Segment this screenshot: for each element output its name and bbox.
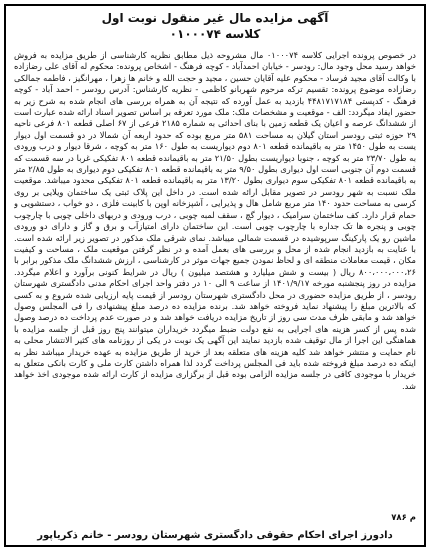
case-number: کلاسه ۰۱۰۰۰۷۴ <box>169 27 261 41</box>
reference-number: م ۷۸۶ <box>391 513 416 523</box>
auction-notice <box>4 4 426 547</box>
notice-title: آگهی مزایده مال غیر منقول نوبت اول <box>101 11 329 25</box>
notice-paragraph: در خصوص پرونده اجرایی کلاسه ۰۱۰۰۰۷۴ مال مشروحه ذیل مطابق نظریه کارشناسی از طریق مزایده به فروش خواهد رسید محل وجود مال: رودسر - خیابان احمدآباد - کوچه فرهنگ - اشخاص پرونده: محکوم له آقای علی رضازاده با وکالت آقای مجید فرساد - محکوم علیه آقایان حسین ، مجید و حجت الله و خانم ها زهرا ، مهرانگیز ، فاطمه جمالکی رضازاده موضوع پرونده: تقسیم ترکه مرحوم شهربانو کاظمی - نظریه کارشناس: آدرس رودسر - احمد آباد - کوچه فرهنگ - کدپستی ۴۴۸۱۷۱۷۱۸۴ بازدید به عمل آورده که نتیجه آن به همراه بررسی های انجام شده به شرح زیر به حضور ایفاد میگردد: الف - موقعیت و مشخصات ملک: ملک مورد تعرفه بر اساس تصویر اسناد ارائه شده عبارت است از ششدانگ عرصه و اعیان یک قطعه زمین با بنای احداثی به شماره ۲۱۸۵ فرعی از ۶۷ اصلی قطعه ۸۰۱ فرعی ناحیه ۲۹ حوزه ثبتی رودسر استان گیلان به مساحت ۵۸۱ متر مربع بوده که حدود اربعه آن شمالا در دو قسمت اول دیوار یست به طول ۱۴۵۰ متر به باقیمانده قطعه ۸۰۱ دوم دیواریست به طول ۱۶۰ متر به کوچه ، شرقا دیوار و درب ورودی به طول ۲۳/۷۰ متر به کوچه ، جنوبا دیواریست بطول ۲۱/۵۰ متر به باقیمانده قطعه ۸۰۱ تفکیکی غربا در سه قسمت که قسمت دوم آن جنوبی است اول دیواری بطول ۹/۵۰ متر به باقیمانده قطعه ۸۰۱ تفکیکی دوم دیواری به طول ۲/۸۵ متر به باقیمانده قطعه ۸۰۱ تفکیکی سوم دیواری بطول ۱۳/۲۰ متر به باقیمانده قطعه ۸۰۱ تفکیکی محدود میباشد. موقعیت ملک نسبت به شهر رودسر در تصویر مقابل ارائه شده است. در داخل این پلاک ثبتی یک ساختمان ویلایی بر روی کرسی به مساحت حدود ۱۴۰ متر مربع شامل هال و پذیرایی ، آشپزخانه اوپن با کابینت فلزی ، دو خواب ، دستشویی و حمام قرار دارد. کف ساختمان سرامیک ، دیوار گچ ، سقف لمبه چوبی ، درب ورودی و دربهای داخلی چوبی با چارچوب چوبی و پنجره ها تک جداره با چارچوب چوبی است. این ساختمان دارای امتیازآب و برق و گاز و دارای دو ورودی ماشین رو یک پارکینگ سرپوشیده در قسمت شمالی میباشد. نمای شرقی ملک مذکور در تصویر زیر ارائه شده است. با عنایت به بازدید انجام شده از محل و بررسی های بعمل آمده و در نظر گرفتن موقعیت ملک ، مساحت و کیفیت مکان ، قیمت معاملات منطقه ای و لحاظ نمودن جمیع جهات موثر در کارشناسی ، ارزش ششدانگ ملک مذکور برابر با ۸۰۰،۰۰۰،۰۰۰،۲۶ ریال ( بیست و شش میلیارد و هشتصد میلیون ) ریال در شرایط کنونی برآورد و اعلام میگردد. مزایده در روز پنجشنبه مورخه ۱۴۰۱/۹/۱۷ از ساعت ۹ الی ۱۰ در دفتر واحد اجرای احکام مدنی دادگستری شهرستان رودسر ، از طریق مزایده حضوری در محل دادگستری شهرستان رودسر از قیمت پایه ارزیابی شده شروع و به کسی که بالاترین مبلغ را پیشنهاد نماید فروخته خواهد شد. برنده مزایده ده درصد مبلغ پیشنهادی را فی المجلس وصول خواهد شد و مابقی ظرف مدت سی روز از تاریخ مزایده دریافت خواهد شد و در صورت عدم پرداخت ده درصد وصول شده پس از کسر هزینه های اجرایی به نفع دولت ضبط میگردد خریداران میتوانند پنج روز قبل از جلسه مزایده با هماهنگی این اجرا از مال توقیف شده بازدید نمایند این آگهی یک نوبت در یکی از روزنامه های کثیر الانتشار محلی به نام حمایت و منتشر خواهد شد کلیه هزینه های متعلقه بعد از خرید از طریق مزایده به عهده خریدار میباشد نظر به اینکه ده درصد مبلغ فروخته شده باید فی المجلس پرداخت گردد لذا همراه داشتن کارت ملی و کارت بانکی متعلق به خریدار با موجودی کافی در جلسه مزایده الزامی بوده قبل از برگزاری مزایده از کارت ارائه شده موجودی اخذ خواهد شد. <box>14 50 416 391</box>
notice-body <box>14 50 416 518</box>
notice-header <box>6 6 424 50</box>
notice-signature: دادورز اجرای احکام حقوقی دادگستری شهرستان رودسر - خانم ذکریاپور <box>37 530 393 541</box>
